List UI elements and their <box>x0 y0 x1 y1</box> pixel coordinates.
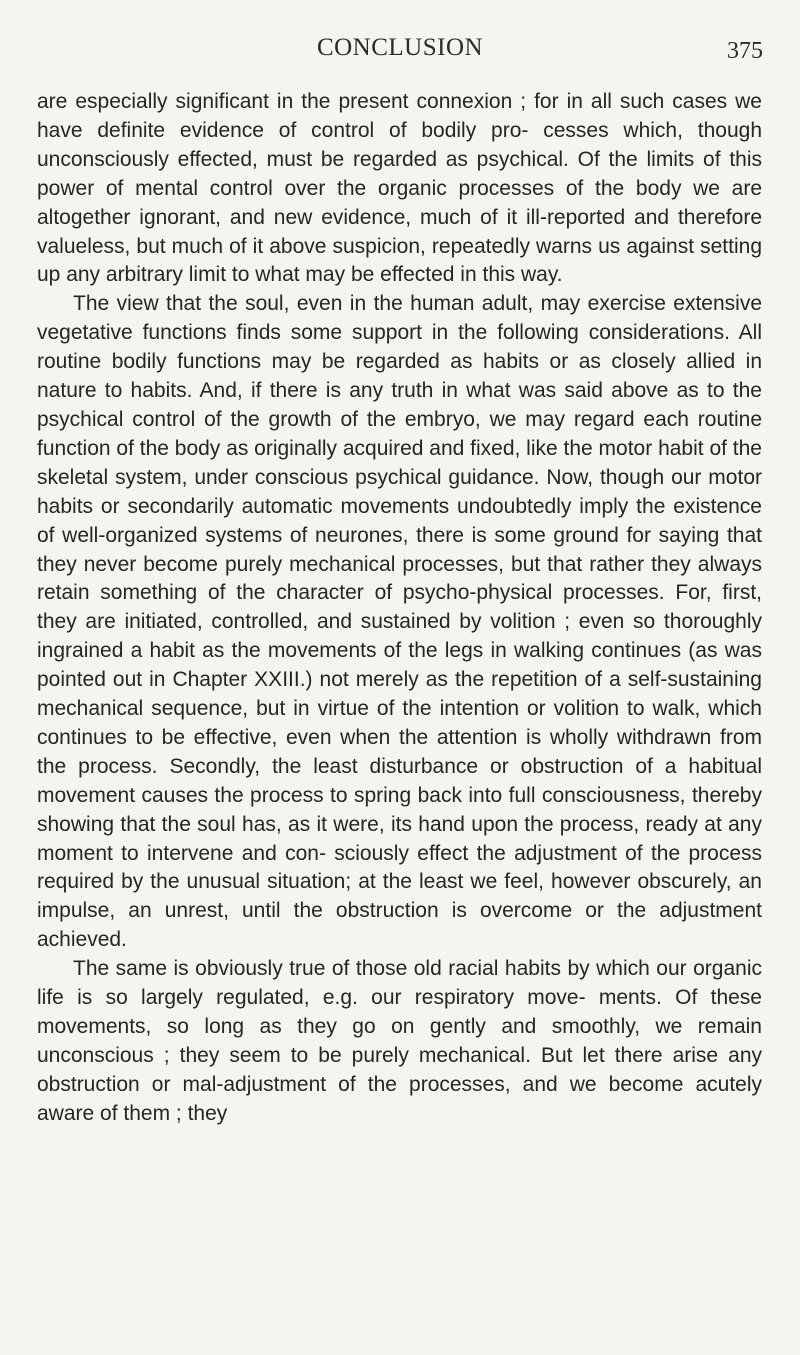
page-number: 375 <box>727 38 763 64</box>
running-title: CONCLUSION <box>316 34 484 61</box>
paragraph-continuation: are especially significant in the present connexion ; for in all such cases we have definite evidence of control of bodily pro- cesses which, though unconsciously effected, must be regarded as psychical. Of the limits of this power of mental control over the organic processes of the body we are altogether ignorant, and new evidence, much of it ill-reported and therefore valueless, but much of it above suspicion, repeatedly warns us against setting up any arbitrary limit to what may be effected in this way. <box>37 90 762 287</box>
body-text <box>37 88 762 1129</box>
paragraph-racial-habits: The same is obviously true of those old racial habits by which our organic life is so largely regulated, e.g. our respiratory move- ments. Of these movements, so long as they go on gently and smoothly, we remain unconscious ; they seem to be purely mechanical. But let there arise any obstruction or mal-adjustment of the processes, and we become acutely aware of them ; they <box>37 957 762 1125</box>
paragraph-vegetative-functions: The view that the soul, even in the human adult, may exercise extensive vegetative functions finds some support in the following considerations. All routine bodily functions may be regarded as habits or as closely allied in nature to habits. And, if there is any truth in what was said above as to the psychical control of the growth of the embryo, we may regard each routine function of the body as originally acquired and fixed, like the motor habit of the skeletal system, under conscious psychical guidance. Now, though our motor habits or secondarily automatic movements undoubtedly imply the existence of well-organized systems of neurones, there is some ground for saying that they never become purely mechanical processes, but that rather they always retain something of the character of psycho-physical processes. For, first, they are initiated, controlled, and sustained by volition ; even so thoroughly ingrained a habit as the movements of the legs in walking continues (as was pointed out in Chapter XXIII.) not merely as the repetition of a self-sustaining mechanical sequence, but in virtue of the intention or volition to walk, which continues to be effective, even when the attention is wholly withdrawn from the process. Secondly, the least disturbance or obstruction of a habitual movement causes the process to spring back into full consciousness, thereby showing that the soul has, as it were, its hand upon the process, ready at any moment to intervene and con- sciously effect the adjustment of the process required by the unusual situation; at the least we feel, however obscurely, an impulse, an unrest, until the obstruction is overcome or the adjustment achieved. <box>37 292 762 952</box>
running-head <box>35 34 765 74</box>
